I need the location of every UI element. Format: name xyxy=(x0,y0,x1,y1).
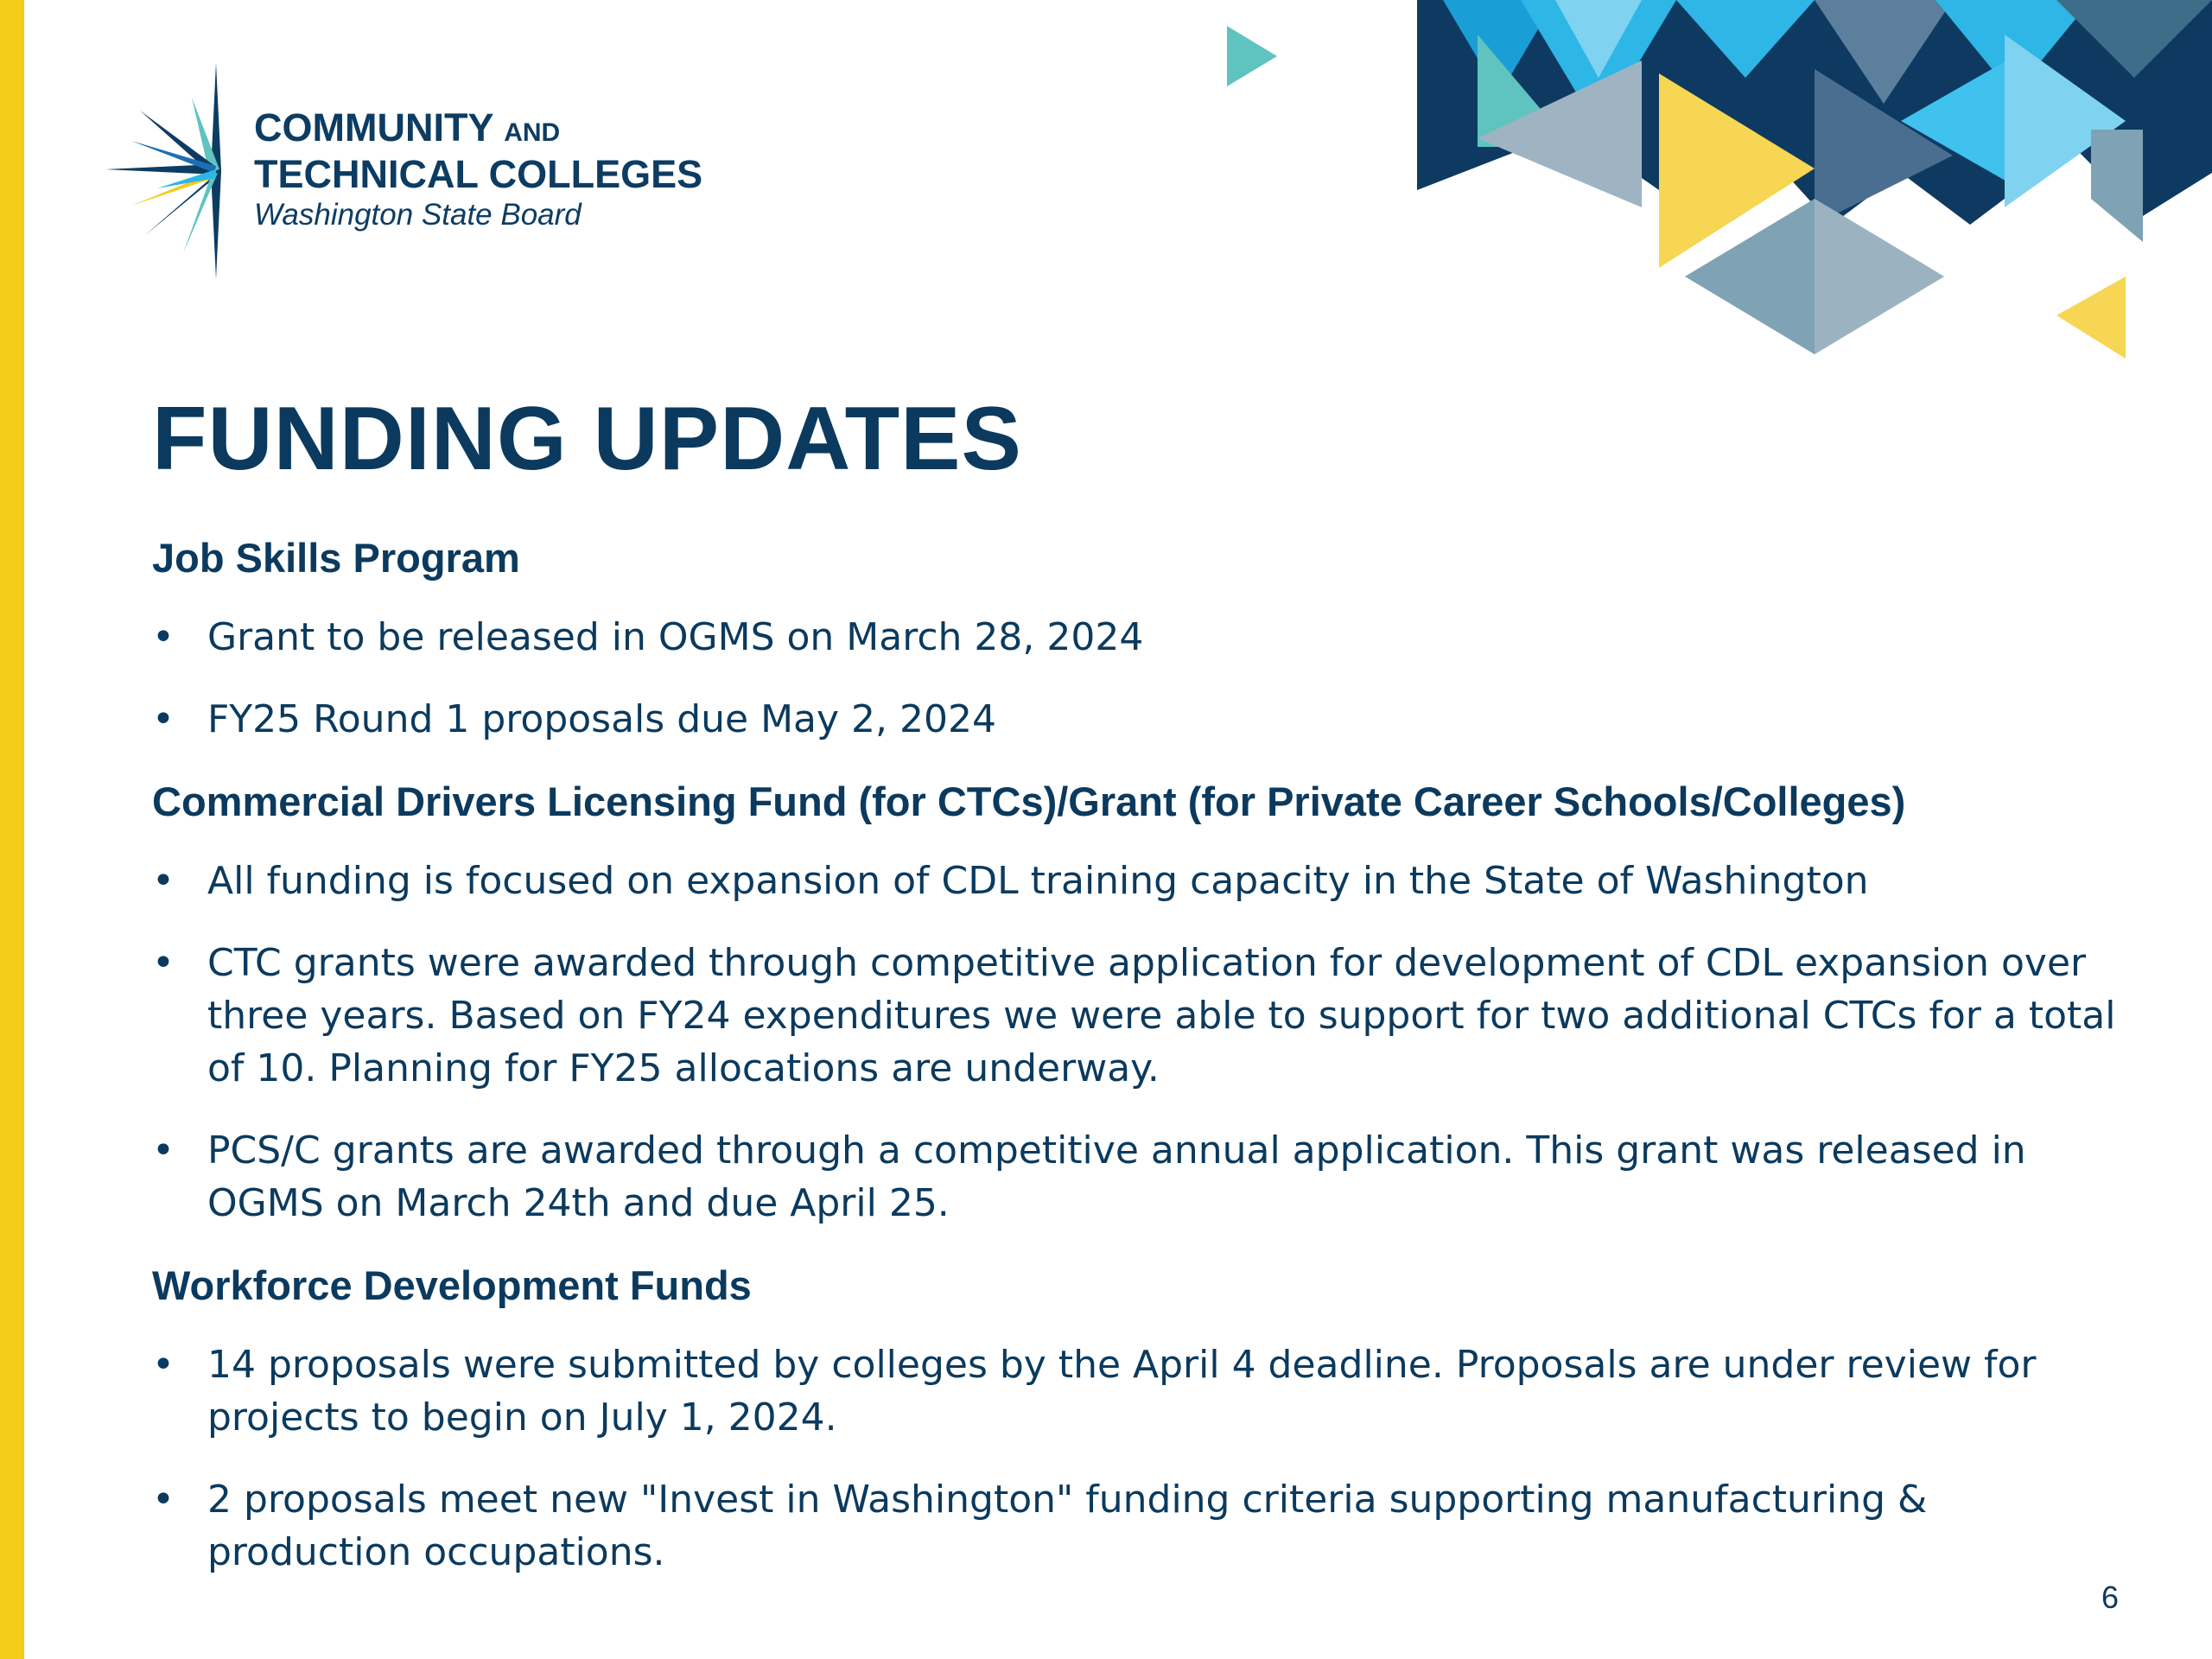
list-item xyxy=(152,1124,2131,1230)
bullet-text: 2 proposals meet new "Invest in Washington" funding criteria supporting manufacturing & production occupations. xyxy=(207,1478,1928,1574)
list-item xyxy=(152,1473,2131,1579)
bullet-text: PCS/C grants are awarded through a competitive annual application. This grant was released in OGMS on March 24th and due April 25. xyxy=(207,1128,2026,1225)
geometric-triangles-decoration xyxy=(1192,0,2212,372)
left-accent-bar xyxy=(0,0,24,1659)
logo-line-state-board: Washington State Board xyxy=(254,198,582,232)
section-heading-cdl-fund: Commercial Drivers Licensing Fund (for CTCs)/Grant (for Private Career Schools/Colleges) xyxy=(152,779,1906,824)
bullet-text: All funding is focused on expansion of CDL training capacity in the State of Washington xyxy=(207,859,1869,903)
page-number: 6 xyxy=(2101,1580,2120,1615)
list-item xyxy=(152,937,2131,1095)
section-heading-job-skills: Job Skills Program xyxy=(152,535,520,581)
list-item xyxy=(152,855,2131,907)
bullet-glyph: • xyxy=(152,941,175,985)
list-item xyxy=(152,693,2131,746)
bullet-text: FY25 Round 1 proposals due May 2, 2024 xyxy=(207,697,996,741)
list-item xyxy=(152,1338,2131,1444)
bullet-glyph: • xyxy=(152,859,175,903)
bullet-text: 14 proposals were submitted by colleges by the April 4 deadline. Proposals are under review for projects to begin on July 1, 2024. xyxy=(207,1343,2037,1440)
list-item xyxy=(152,611,2131,664)
slide-body xyxy=(152,531,2131,1608)
slide-title: FUNDING UPDATES xyxy=(152,389,1022,489)
section-heading-workforce-development: Workforce Development Funds xyxy=(152,1262,752,1308)
bullet-text: Grant to be released in OGMS on March 28, 2024 xyxy=(207,615,1144,659)
logo-wordmark xyxy=(254,107,702,235)
starburst-logo-icon xyxy=(105,59,235,283)
bullet-glyph: • xyxy=(152,615,175,659)
logo-line-technical-colleges: TECHNICAL COLLEGES xyxy=(254,152,703,196)
bullet-glyph: • xyxy=(152,1128,175,1173)
bullet-text: CTC grants were awarded through competitive application for development of CDL expansion over three years. Based on FY24 expenditures we were able to support for two additional CTCs for a total of 10. Planning for FY25 allocations are underway. xyxy=(207,941,2116,1090)
logo-line-community: COMMUNITY AND xyxy=(254,105,561,149)
bullet-glyph: • xyxy=(152,697,175,741)
bullet-glyph: • xyxy=(152,1343,175,1387)
bullet-glyph: • xyxy=(152,1478,175,1522)
sbctc-logo xyxy=(105,59,762,283)
